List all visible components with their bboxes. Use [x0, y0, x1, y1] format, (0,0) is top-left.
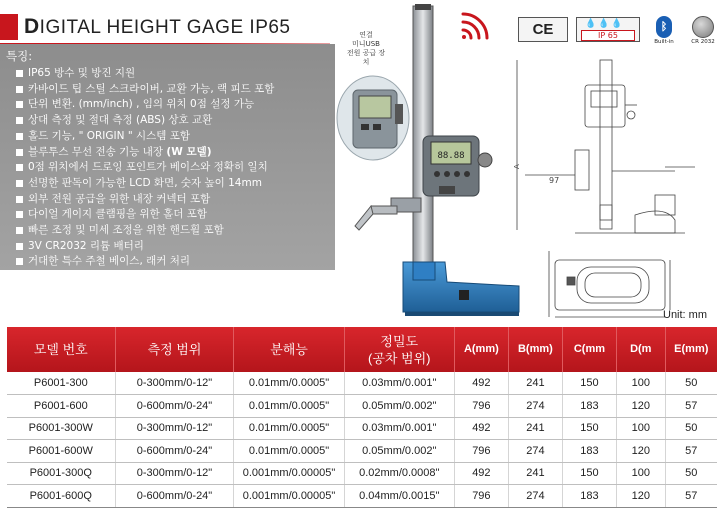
inset-label-line: 연결 [359, 31, 373, 39]
cell-resolution: 0.01mm/0.0005" [234, 440, 344, 463]
cell-a: 492 [454, 372, 508, 395]
feature-text: 블루투스 무선 전송 기능 내장 [28, 145, 167, 158]
cell-model: P6001-600 [7, 395, 115, 418]
feature-item: 다이얼 게이지 클램핑을 위한 홀더 포함 [16, 207, 335, 223]
cell-c: 183 [562, 440, 616, 463]
feature-item: 상대 측정 및 절대 측정 (ABS) 상호 교환 [16, 113, 335, 129]
header-b: B(mm) [508, 327, 562, 372]
table-header-row [7, 327, 717, 372]
page-title [24, 15, 291, 39]
cell-model: P6001-600Q [7, 485, 115, 508]
cell-d: 100 [616, 372, 665, 395]
cell-accuracy: 0.05mm/0.002" [344, 395, 454, 418]
title-accent-block [0, 14, 18, 40]
header-c: C(mm [562, 327, 616, 372]
cell-e: 57 [665, 440, 717, 463]
cell-b: 241 [508, 417, 562, 440]
cell-e: 50 [665, 462, 717, 485]
cell-accuracy: 0.04mm/0.0015" [344, 485, 454, 508]
cell-a: 796 [454, 440, 508, 463]
feature-item: 외부 전원 공급을 위한 내장 커넥터 포함 [16, 192, 335, 208]
cell-range: 0-300mm/0-12" [115, 372, 234, 395]
technical-drawing [515, 55, 725, 320]
cell-model: P6001-300W [7, 417, 115, 440]
cell-c: 150 [562, 462, 616, 485]
table-row [7, 462, 717, 485]
cell-e: 50 [665, 417, 717, 440]
header-range: 측정 범위 [115, 327, 234, 372]
cell-model: P6001-300 [7, 372, 115, 395]
scriber-arm [355, 198, 421, 230]
title-first-letter: D [24, 15, 40, 38]
cell-e: 50 [665, 372, 717, 395]
ip-rating-label: IP 65 [581, 30, 635, 41]
feature-item: 홀드 기능, " ORIGIN " 시스템 포함 [16, 129, 335, 145]
header-resolution: 분해능 [234, 327, 344, 372]
dimension-a: A [513, 164, 521, 169]
digital-display-head [423, 136, 492, 196]
bluetooth-badge [654, 16, 674, 46]
cell-a: 796 [454, 485, 508, 508]
table-row [7, 417, 717, 440]
cell-d: 120 [616, 485, 665, 508]
cell-accuracy: 0.03mm/0.001" [344, 417, 454, 440]
cell-a: 492 [454, 462, 508, 485]
cell-d: 120 [616, 395, 665, 418]
cell-d: 120 [616, 440, 665, 463]
feature-bold-suffix: (W 모델) [166, 145, 212, 158]
table-body [7, 372, 717, 507]
dimension-97: 97 [549, 176, 560, 185]
table-row [7, 395, 717, 418]
ce-certification-badge: CE [518, 17, 568, 42]
header-d: D(m [616, 327, 665, 372]
cell-d: 100 [616, 417, 665, 440]
cell-d: 100 [616, 462, 665, 485]
feature-item: IP65 방수 및 방진 지원 [16, 66, 335, 82]
header-e: E(mm) [665, 327, 717, 372]
cell-b: 274 [508, 395, 562, 418]
cell-accuracy: 0.05mm/0.002" [344, 440, 454, 463]
header-model: 모델 번호 [7, 327, 115, 372]
cell-range: 0-300mm/0-12" [115, 417, 234, 440]
cell-resolution: 0.01mm/0.0005" [234, 417, 344, 440]
cell-accuracy: 0.02mm/0.0008" [344, 462, 454, 485]
cell-e: 57 [665, 395, 717, 418]
cell-resolution: 0.01mm/0.0005" [234, 395, 344, 418]
title-bar [0, 10, 335, 44]
inset-label-line: 미니USB [352, 40, 380, 48]
bluetooth-label: Built-in [654, 39, 674, 45]
battery-label: CR 2032 [691, 39, 715, 45]
bluetooth-icon: ᛒ [656, 16, 672, 38]
header-accuracy-line2: (공차 범위) [367, 350, 431, 366]
coin-battery-icon [692, 16, 714, 38]
feature-list [6, 66, 335, 270]
header-a: A(mm) [454, 327, 508, 372]
feature-item: 단위 변환. (mm/inch) , 임의 위치 0점 설정 가능 [16, 97, 335, 113]
features-heading: 특징: [6, 49, 33, 63]
cell-model: P6001-300Q [7, 462, 115, 485]
feature-item: 선명한 판독이 가능한 LCD 화면, 숫자 높이 14mm [16, 176, 335, 192]
header-accuracy-line1: 정밀도 [380, 333, 419, 349]
cell-a: 492 [454, 417, 508, 440]
height-gauge-illustration [335, 0, 515, 325]
svg-text:88.88: 88.88 [437, 151, 465, 161]
cell-b: 241 [508, 462, 562, 485]
cell-c: 150 [562, 372, 616, 395]
cell-a: 796 [454, 395, 508, 418]
feature-item: 3V CR2032 리튬 배터리 [16, 239, 335, 255]
cell-range: 0-600mm/0-24" [115, 440, 234, 463]
feature-item: 거대한 특수 주철 베이스, 래커 처리 [16, 254, 335, 270]
title-rest: IGITAL HEIGHT GAGE IP65 [39, 17, 291, 38]
cell-b: 274 [508, 485, 562, 508]
spec-table [7, 327, 717, 508]
cell-resolution: 0.001mm/0.00005" [234, 462, 344, 485]
connector-inset-image [337, 76, 409, 160]
cell-resolution: 0.01mm/0.0005" [234, 372, 344, 395]
cell-range: 0-300mm/0-12" [115, 462, 234, 485]
table-row [7, 372, 717, 395]
ip65-badge [576, 17, 640, 42]
features-panel [0, 44, 335, 270]
cell-range: 0-600mm/0-24" [115, 395, 234, 418]
table-row [7, 440, 717, 463]
feature-item: 빠른 조정 및 미세 조정을 위한 핸드휠 포함 [16, 223, 335, 239]
cell-c: 183 [562, 395, 616, 418]
cell-model: P6001-600W [7, 440, 115, 463]
feature-item: 카바이드 팁 스틸 스크라이버, 교환 가능, 랙 피드 포함 [16, 82, 335, 98]
water-drops-icon: 💧💧💧 [585, 19, 625, 29]
feature-item-bluetooth [16, 145, 335, 161]
gauge-base [403, 262, 519, 316]
cell-b: 274 [508, 440, 562, 463]
cell-e: 57 [665, 485, 717, 508]
cell-c: 150 [562, 417, 616, 440]
wireless-signal-icon [462, 14, 487, 39]
table-row [7, 485, 717, 508]
feature-item: 0점 위치에서 드로잉 포인트가 베이스와 정확히 일치 [16, 160, 335, 176]
unit-note: Unit: mm [663, 309, 707, 321]
cell-b: 241 [508, 372, 562, 395]
cell-c: 183 [562, 485, 616, 508]
battery-badge [690, 16, 716, 46]
cell-accuracy: 0.03mm/0.001" [344, 372, 454, 395]
cell-resolution: 0.001mm/0.00005" [234, 485, 344, 508]
inset-label-line: 전원 공급 장치 [346, 49, 386, 66]
header-accuracy [344, 327, 454, 372]
cell-range: 0-600mm/0-24" [115, 485, 234, 508]
